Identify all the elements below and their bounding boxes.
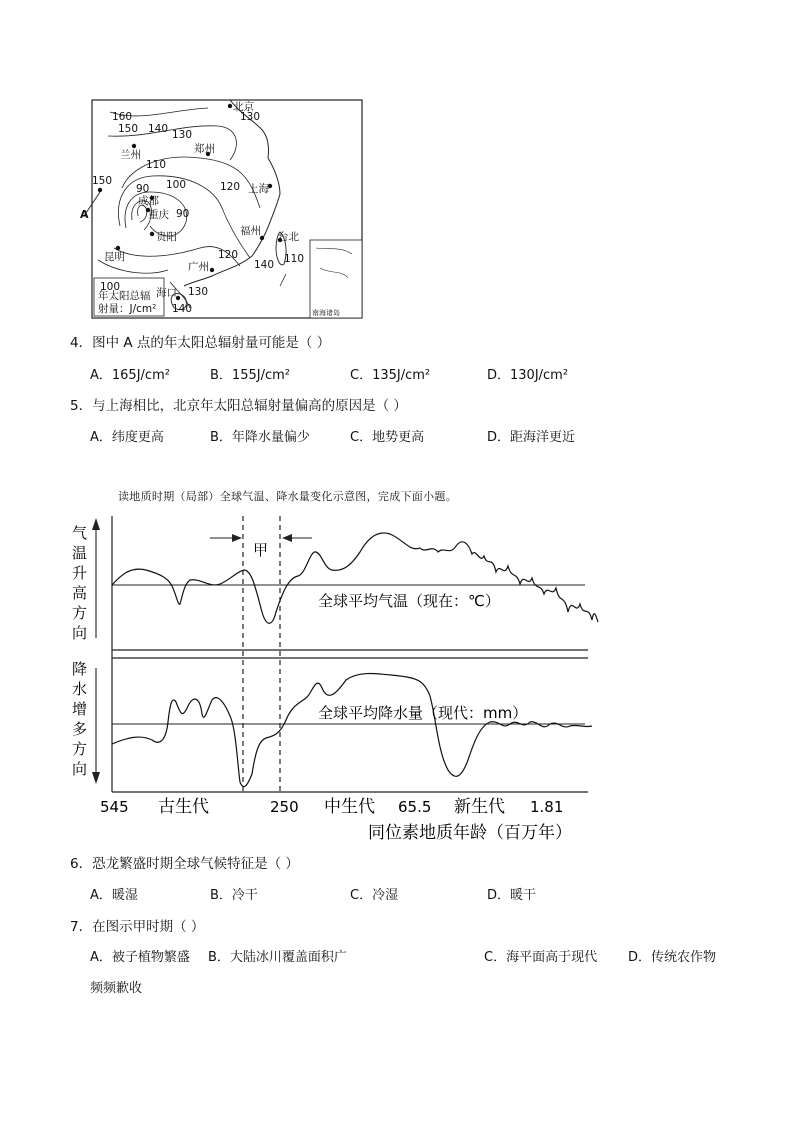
city-label: 兰州	[120, 149, 141, 161]
question-5: 5．与上海相比，北京年太阳总辐射量偏高的原因是（ ）	[70, 398, 407, 414]
temp-axis-char: 升	[72, 564, 88, 582]
contour-label: 160	[112, 111, 133, 123]
city-label: 海口	[156, 287, 177, 299]
contour-label: 140	[172, 303, 193, 315]
contour-label: 130	[172, 129, 193, 141]
legend-line-1: 年太阳总辐	[98, 290, 151, 302]
precip-axis-char: 水	[72, 680, 88, 698]
tick-1-81: 1.81	[530, 798, 564, 816]
question-4: 4．图中 A 点的年太阳总辐射量可能是（ ）	[70, 335, 331, 351]
contour-label: 130	[240, 111, 261, 123]
tick-545: 545	[100, 798, 129, 816]
city-label: 广州	[188, 261, 209, 273]
temp-axis-char: 方	[72, 604, 88, 622]
city-label: 重庆	[148, 209, 169, 221]
city-label: 郑州	[194, 143, 215, 155]
city-label: 成都	[138, 195, 159, 207]
contour-label: 140	[254, 259, 275, 271]
city-label: 福州	[240, 225, 261, 237]
q6-option-a[interactable]: A．暖湿	[90, 888, 138, 903]
q5-option-b[interactable]: B．年降水量偏少	[210, 430, 310, 445]
contour-label: 150	[118, 123, 139, 135]
q7-option-c[interactable]: C．海平面高于现代	[484, 950, 598, 965]
q4-option-c[interactable]: C．135J/cm²	[350, 368, 431, 383]
solar-radiation-map	[80, 98, 366, 320]
point-a-label: A	[80, 208, 89, 221]
q7-option-d-continuation: 频频歉收	[90, 981, 143, 996]
temp-axis-char: 温	[72, 544, 88, 562]
temp-axis-char: 向	[72, 624, 88, 642]
q4-option-a[interactable]: A．165J/cm²	[90, 368, 170, 383]
contour-label: 90	[136, 183, 150, 195]
era-mesozoic: 中生代	[324, 797, 375, 817]
q5-option-c[interactable]: C．地势更高	[350, 430, 425, 445]
contour-label: 130	[188, 286, 209, 298]
x-axis-title: 同位素地质年龄（百万年）	[368, 823, 572, 843]
period-marker-jia: 甲	[253, 541, 269, 559]
precip-axis-char: 增	[72, 700, 88, 718]
q6-option-c[interactable]: C．冷湿	[350, 888, 399, 903]
q4-option-b[interactable]: B．155J/cm²	[210, 368, 290, 383]
temp-axis-char: 高	[72, 584, 88, 602]
contour-label: 100	[166, 179, 187, 191]
question-7: 7．在图示甲时期（ ）	[70, 919, 205, 935]
q6-option-d[interactable]: D．暖干	[487, 888, 537, 903]
contour-label: 110	[146, 159, 167, 171]
q5-option-d[interactable]: D．距海洋更近	[487, 430, 576, 445]
era-cenozoic: 新生代	[454, 797, 505, 817]
q5-option-a[interactable]: A．纬度更高	[90, 430, 164, 445]
contour-label: 120	[220, 181, 241, 193]
tick-250: 250	[270, 798, 299, 816]
era-paleozoic: 古生代	[158, 797, 209, 817]
legend-line-2: 射量：J/cm²	[98, 303, 157, 315]
contour-label: 110	[284, 253, 305, 265]
inset-label: 南海诸岛	[312, 309, 340, 317]
q4-option-d[interactable]: D．130J/cm²	[487, 368, 569, 383]
city-label: 台北	[278, 231, 299, 243]
city-label: 昆明	[104, 251, 125, 263]
contour-label: 120	[218, 249, 239, 261]
temp-axis-char: 气	[72, 524, 88, 542]
climate-chart	[60, 508, 620, 848]
q7-option-b[interactable]: B．大陆冰川覆盖面积广	[208, 950, 347, 965]
city-label: 贵阳	[156, 231, 177, 243]
contour-label: 100	[100, 281, 121, 293]
q6-option-b[interactable]: B．冷干	[210, 888, 258, 903]
city-label: 北京	[233, 101, 254, 113]
precip-axis-char: 向	[72, 760, 88, 778]
precip-reference-label: 全球平均降水量（现代：mm）	[318, 704, 528, 722]
contour-label: 140	[148, 123, 169, 135]
q7-option-d[interactable]: D．传统农作物	[628, 950, 717, 965]
chart-intro: 读地质时期（局部）全球气温、降水量变化示意图，完成下面小题。	[118, 490, 457, 503]
precip-axis-char: 方	[72, 740, 88, 758]
precip-axis-char: 多	[72, 720, 88, 738]
contour-label: 90	[176, 208, 190, 220]
precip-axis-char: 降	[72, 660, 88, 678]
temp-reference-label: 全球平均气温（现在：℃）	[318, 592, 500, 610]
contour-label: 150	[92, 175, 113, 187]
q7-option-a[interactable]: A．被子植物繁盛	[90, 950, 190, 965]
question-6: 6．恐龙繁盛时期全球气候特征是（ ）	[70, 856, 299, 872]
tick-65-5: 65.5	[398, 798, 432, 816]
city-label: 上海	[248, 183, 269, 195]
